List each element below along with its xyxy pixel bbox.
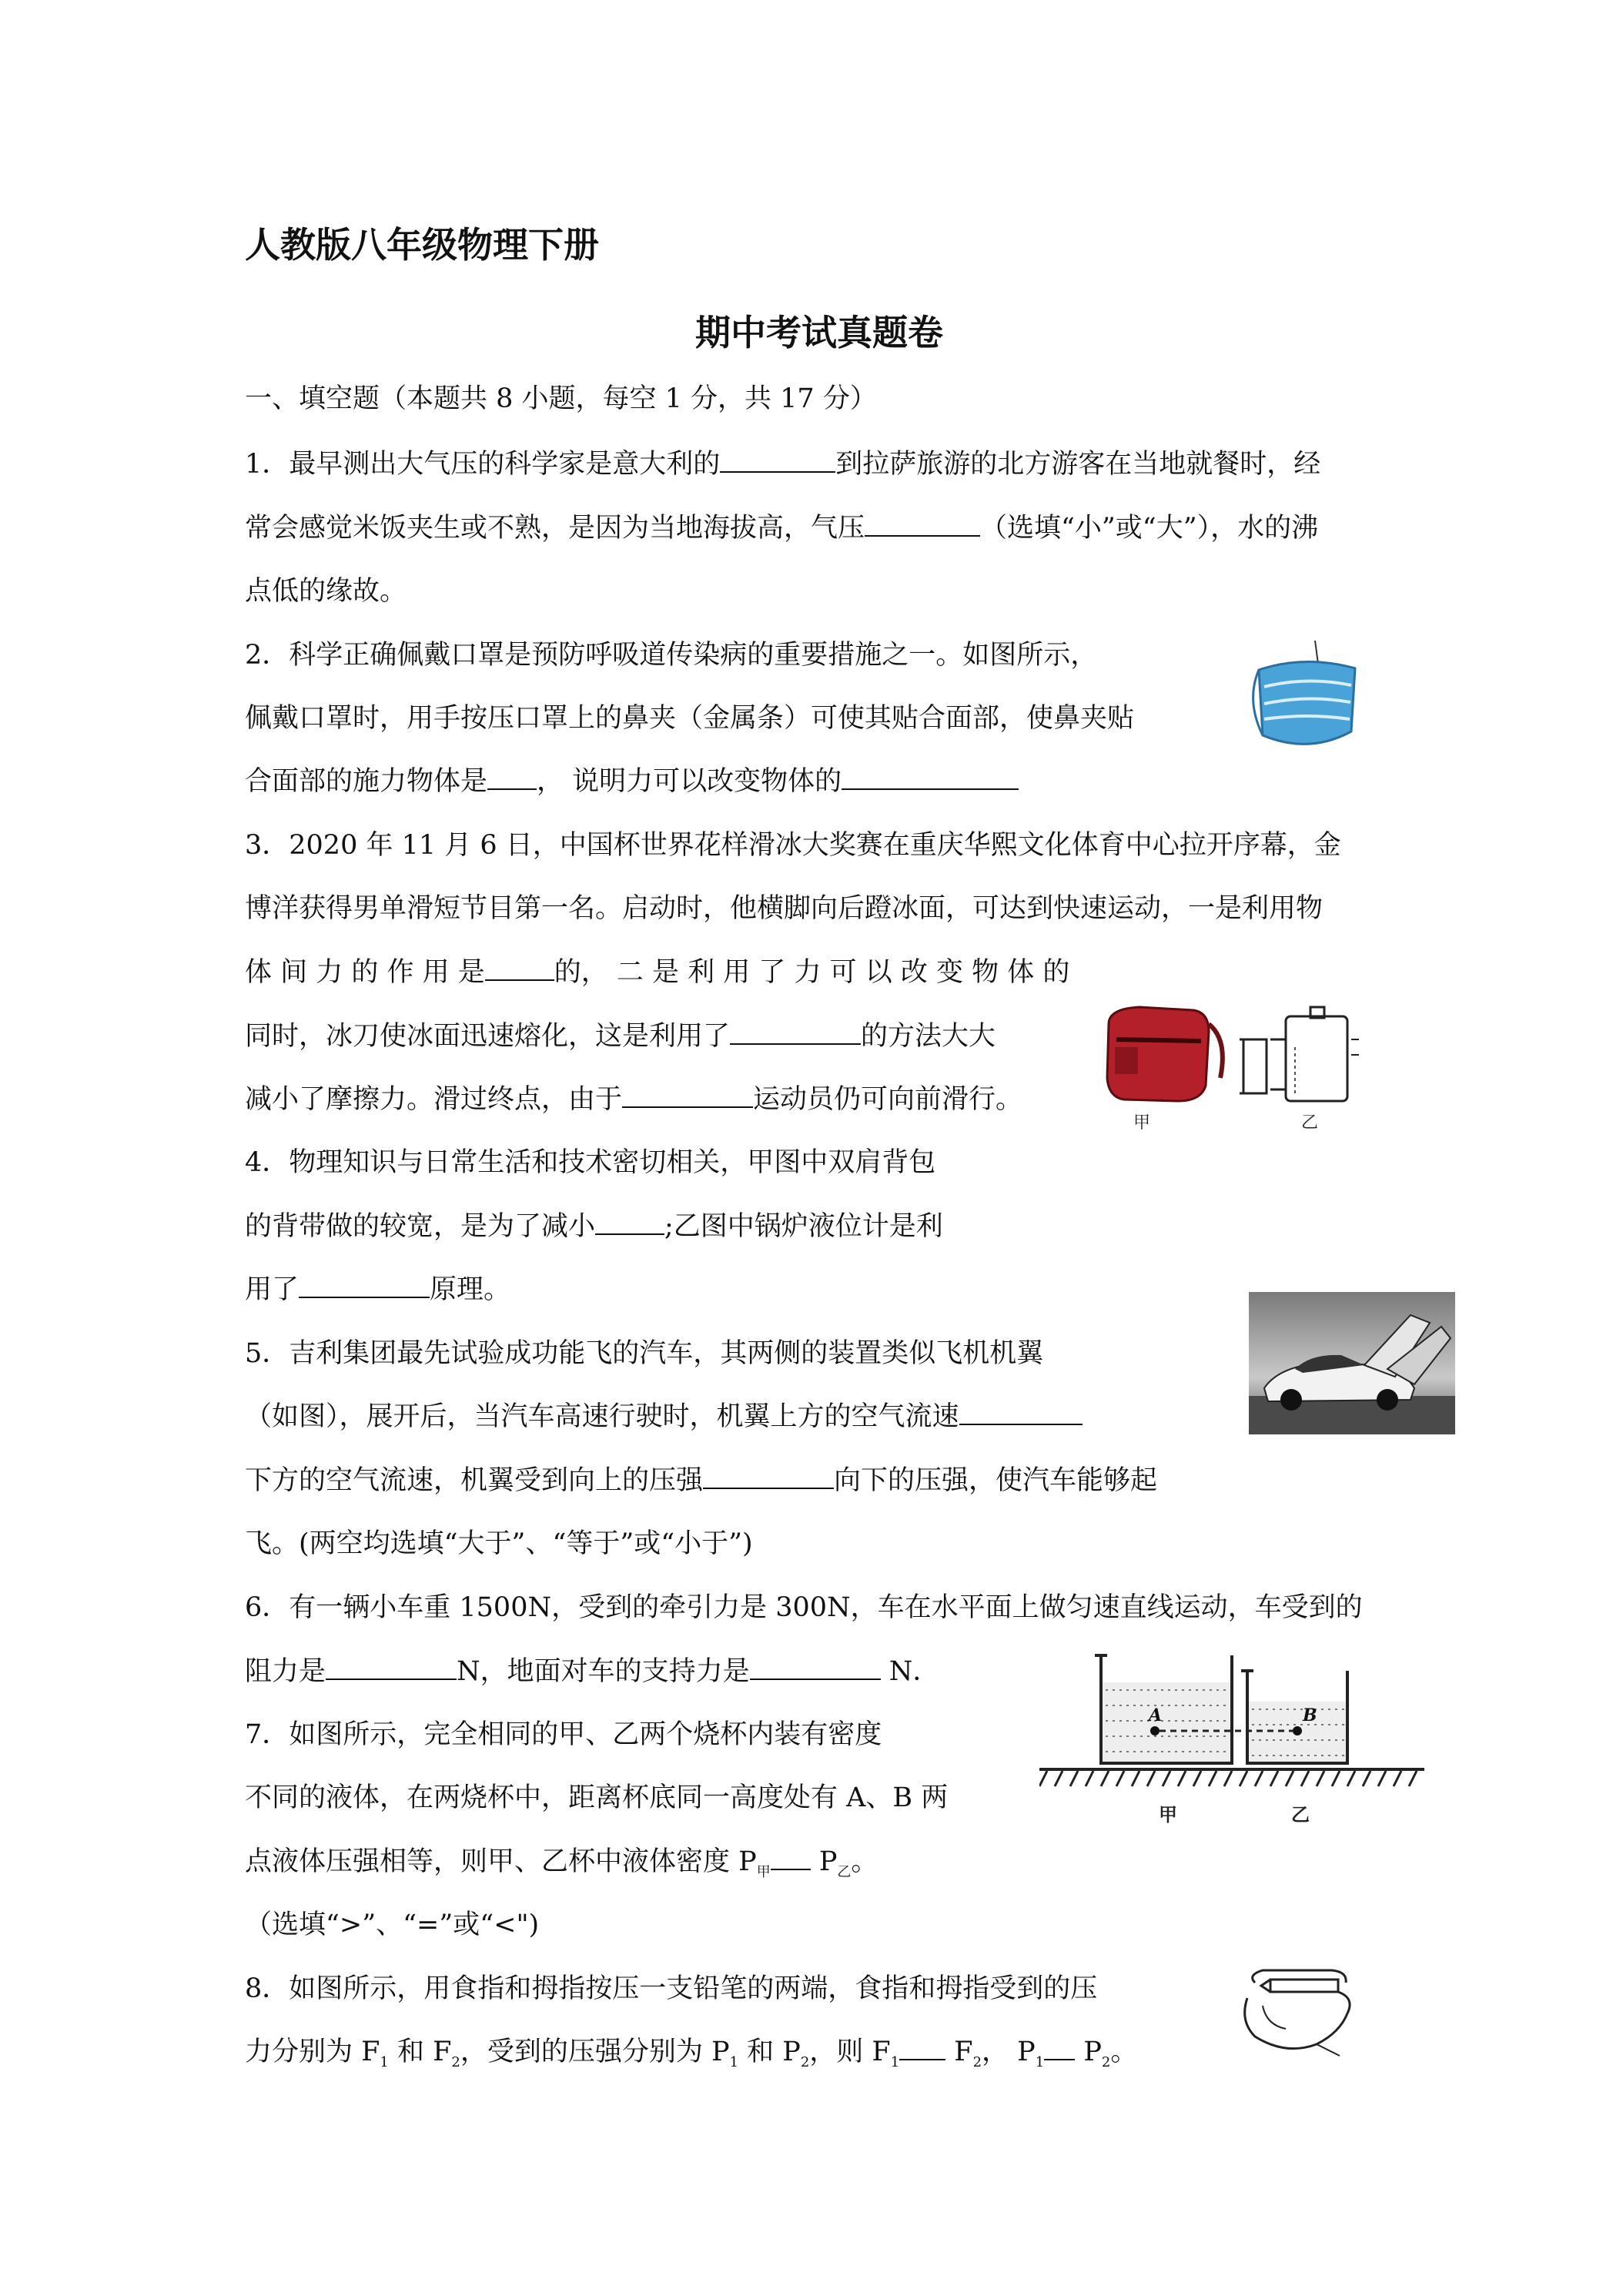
fig4-label-yi: 乙 — [1301, 1113, 1319, 1132]
q5-line3: 下方的空气流速，机翼受到向上的压强 向下的压强，使汽车能够起 — [245, 1461, 1157, 1500]
fig4-label-jia: 甲 — [1133, 1113, 1151, 1132]
q3-line3: 体 间 力 的 作 用 是 的， 二 是 利 用 了 力 可 以 改 变 物 体 的 — [245, 953, 1069, 992]
q5-blank2[interactable] — [703, 1463, 834, 1489]
q1-line3: 点低的缘故。 — [245, 576, 407, 607]
q8-blank1[interactable] — [899, 2034, 945, 2060]
q1-blank1[interactable] — [720, 447, 835, 473]
q4-line3: 用了 原理。 — [245, 1270, 510, 1309]
q7-line2: 不同的液体，在两烧杯中，距离杯底同一高度处有 A、B 两 — [245, 1782, 949, 1813]
document-subtitle: 期中考试真题卷 — [695, 312, 943, 353]
q4-line2: 的背带做的较宽，是为了减小 ;乙图中锅炉液位计是利 — [245, 1207, 943, 1246]
pencil-fingers-figure — [1240, 1960, 1378, 2060]
backpack-boiler-figure — [1093, 993, 1386, 1132]
q2-line2: 佩戴口罩时，用手按压口罩上的鼻夹（金属条）可使其贴合面部，使鼻夹贴 — [245, 703, 1135, 734]
q6-line1: 6．有一辆小车重 1500N，受到的牵引力是 300N，车在水平面上做匀速直线运动，车受到的 — [245, 1592, 1363, 1623]
q3-line4: 同时，冰刀使冰面迅速熔化，这是利用了 的方法大大 — [245, 1017, 996, 1056]
q2-blank2[interactable] — [842, 764, 1019, 790]
q5-line1: 5．吉利集团最先试验成功能飞的汽车，其两侧的装置类似飞机机翼 — [245, 1338, 1044, 1369]
q6-line2: 阻力是 N，地面对车的支持力是 N． — [245, 1652, 939, 1691]
q5-line2: （如图），展开后，当汽车高速行驶时，机翼上方的空气流速 — [245, 1397, 1083, 1436]
q3-blank3[interactable] — [622, 1082, 753, 1108]
q4-blank2[interactable] — [299, 1272, 430, 1298]
q7-line3: 点液体压强相等，则甲、乙杯中液体密度 $P_甲$ $P_乙$。 — [245, 1842, 878, 1892]
q1-blank2[interactable] — [865, 510, 980, 537]
fig7-label-jia: 甲 — [1159, 1804, 1177, 1826]
document-title: 人教版八年级物理下册 — [245, 224, 599, 266]
point-b-label: B — [1303, 1705, 1317, 1725]
q7-blank1[interactable] — [771, 1844, 811, 1870]
q6-blank1[interactable] — [326, 1654, 457, 1680]
q3-line1: 3．2020 年 11 月 6 日，中国杯世界花样滑冰大奖赛在重庆华熙文化体育中心拉开序幕，金 — [245, 830, 1341, 861]
q4-line1: 4．物理知识与日常生活和技术密切相关，甲图中双肩背包 — [245, 1147, 936, 1178]
face-mask-figure — [1247, 639, 1363, 762]
q3-blank2[interactable] — [730, 1019, 861, 1045]
beakers-figure — [1039, 1648, 1424, 1832]
q1-line2: 常会感觉米饭夹生或不熟，是因为当地海拔高，气压 （选填“小”或“大”），水的沸 — [245, 509, 1318, 547]
q2-line1: 2．科学正确佩戴口罩是预防呼吸道传染病的重要措施之一。如图所示， — [245, 640, 1098, 671]
q2-blank1[interactable] — [487, 764, 537, 790]
q8-line2: 力分别为 $F_1$ 和 $F_2$，受到的压强分别为 $P_1$ 和 $P_2$，则 $F_1$ $F_2$， $P_1$ $P_2$。 — [245, 2033, 1137, 2082]
fig7-label-yi: 乙 — [1291, 1804, 1310, 1826]
q3-line5: 减小了摩擦力。滑过终点，由于 运动员仍可向前滑行。 — [245, 1080, 1022, 1119]
q3-blank1[interactable] — [485, 955, 554, 981]
q5-blank1[interactable] — [959, 1399, 1083, 1425]
q1-line1: 1．最早测出大气压的科学家是意大利的 到拉萨旅游的北方游客在当地就餐时，经 — [245, 445, 1320, 484]
q6-blank2[interactable] — [750, 1654, 881, 1680]
section-heading: 一、填空题（本题共 8 小题，每空 1 分，共 17 分） — [245, 383, 877, 414]
q5-line4: 飞。(两空均选填“大于”、“等于”或“小于”) — [245, 1528, 753, 1559]
q2-line3: 合面部的施力物体是 ， 说明力可以改变物体的 — [245, 762, 1019, 801]
point-a-label: A — [1149, 1705, 1163, 1725]
q3-line2: 博洋获得男单滑短节目第一名。启动时，他横脚向后蹬冰面，可达到快速运动，一是利用物 — [245, 893, 1323, 924]
q8-blank2[interactable] — [1044, 2034, 1075, 2060]
flying-car-figure — [1249, 1292, 1455, 1434]
q8-line1: 8．如图所示，用食指和拇指按压一支铅笔的两端，食指和拇指受到的压 — [245, 1973, 1098, 2004]
q7-line1: 7．如图所示，完全相同的甲、乙两个烧杯内装有密度 — [245, 1719, 882, 1750]
q7-line4: （选填“>”、“=”或“<") — [245, 1909, 540, 1940]
q4-blank1[interactable] — [595, 1209, 664, 1235]
